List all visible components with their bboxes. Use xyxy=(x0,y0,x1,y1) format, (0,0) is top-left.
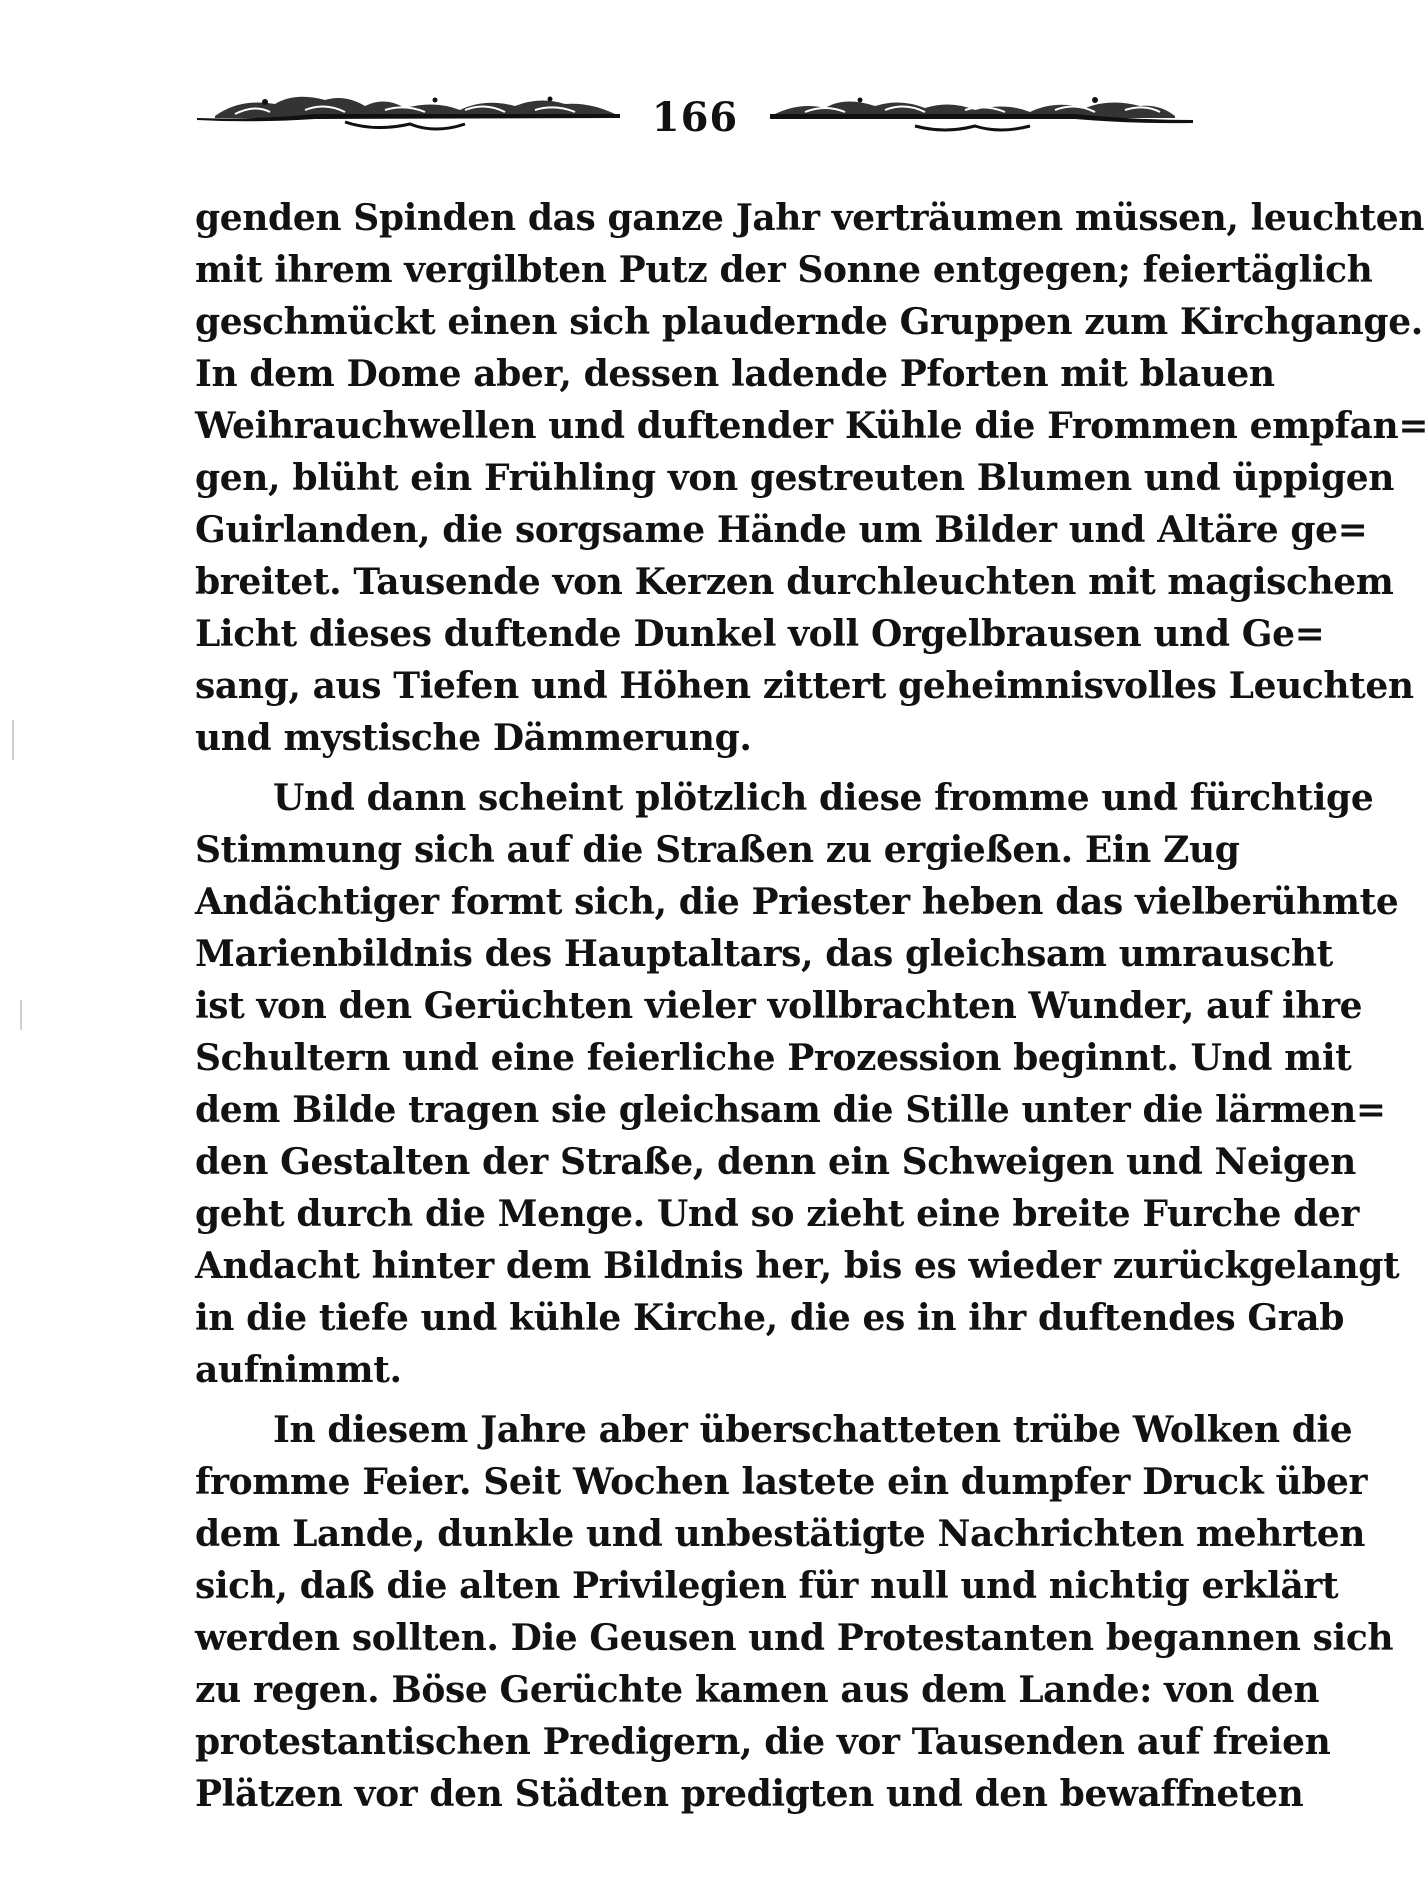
text-line: In dem Dome aber, dessen ladende Pforten mit blauen xyxy=(195,353,1275,395)
page-number: 166 xyxy=(651,94,739,141)
text-line: genden Spinden das ganze Jahr verträumen müssen, leuchten xyxy=(195,197,1425,239)
text-line: Licht dieses duftende Dunkel voll Orgelbrausen und Ge= xyxy=(195,613,1325,655)
landscape-ornament-icon xyxy=(195,90,625,140)
body-text xyxy=(195,192,1428,1820)
paragraph xyxy=(195,772,1400,1396)
scan-margin-mark xyxy=(12,720,14,760)
text-line: Schultern und eine feierliche Prozession beginnt. Und mit xyxy=(195,1037,1352,1079)
text-line: aufnimmt. xyxy=(195,1349,402,1391)
text-line: Und dann scheint plötzlich diese fromme und fürchtige xyxy=(273,777,1374,819)
text-line: breitet. Tausende von Kerzen durchleuchten mit magischem xyxy=(195,561,1394,603)
text-line: geht durch die Menge. Und so zieht eine breite Furche der xyxy=(195,1193,1359,1235)
text-line: mit ihrem vergilbten Putz der Sonne entgegen; feiertäglich xyxy=(195,249,1373,291)
text-line: protestantischen Predigern, die vor Tausenden auf freien xyxy=(195,1721,1331,1763)
text-line: In diesem Jahre aber überschatteten trübe Wolken die xyxy=(273,1409,1353,1451)
text-line: sang, aus Tiefen und Höhen zittert geheimnisvolles Leuchten xyxy=(195,665,1414,707)
paragraph xyxy=(195,192,1428,764)
text-line: zu regen. Böse Gerüchte kamen aus dem Lande: von den xyxy=(195,1669,1320,1711)
text-line: den Gestalten der Straße, denn ein Schweigen und Neigen xyxy=(195,1141,1356,1183)
text-line: Andacht hinter dem Bildnis her, bis es wieder zurückgelangt xyxy=(195,1245,1400,1287)
text-line: dem Bilde tragen sie gleichsam die Stille unter die lärmen= xyxy=(195,1089,1386,1131)
text-line: dem Lande, dunkle und unbestätigte Nachrichten mehrten xyxy=(195,1513,1366,1555)
text-line: in die tiefe und kühle Kirche, die es in ihr duftendes Grab xyxy=(195,1297,1345,1339)
text-line: werden sollten. Die Geusen und Protestanten begannen sich xyxy=(195,1617,1394,1659)
page-header xyxy=(195,82,1195,152)
text-line: und mystische Dämmerung. xyxy=(195,717,752,759)
text-line: Plätzen vor den Städten predigten und den bewaffneten xyxy=(195,1773,1304,1815)
text-line: Guirlanden, die sorgsame Hände um Bilder und Altäre ge= xyxy=(195,509,1368,551)
text-line: ist von den Gerüchten vieler vollbrachten Wunder, auf ihre xyxy=(195,985,1363,1027)
text-line: gen, blüht ein Frühling von gestreuten Blumen und üppigen xyxy=(195,457,1395,499)
text-line: fromme Feier. Seit Wochen lastete ein dumpfer Druck über xyxy=(195,1461,1368,1503)
scan-margin-mark xyxy=(20,1000,22,1030)
landscape-ornament-icon xyxy=(765,90,1195,140)
text-line: Andächtiger formt sich, die Priester heben das vielberühmte xyxy=(195,881,1399,923)
text-line: Marienbildnis des Hauptaltars, das gleichsam umrauscht xyxy=(195,933,1333,975)
paragraph xyxy=(195,1404,1394,1820)
text-line: geschmückt einen sich plaudernde Gruppen zum Kirchgange. xyxy=(195,301,1423,343)
text-line: Stimmung sich auf die Straßen zu ergießen. Ein Zug xyxy=(195,829,1240,871)
text-line: Weihrauchwellen und duftender Kühle die Frommen empfan= xyxy=(195,405,1428,447)
text-line: sich, daß die alten Privilegien für null und nichtig erklärt xyxy=(195,1565,1339,1607)
